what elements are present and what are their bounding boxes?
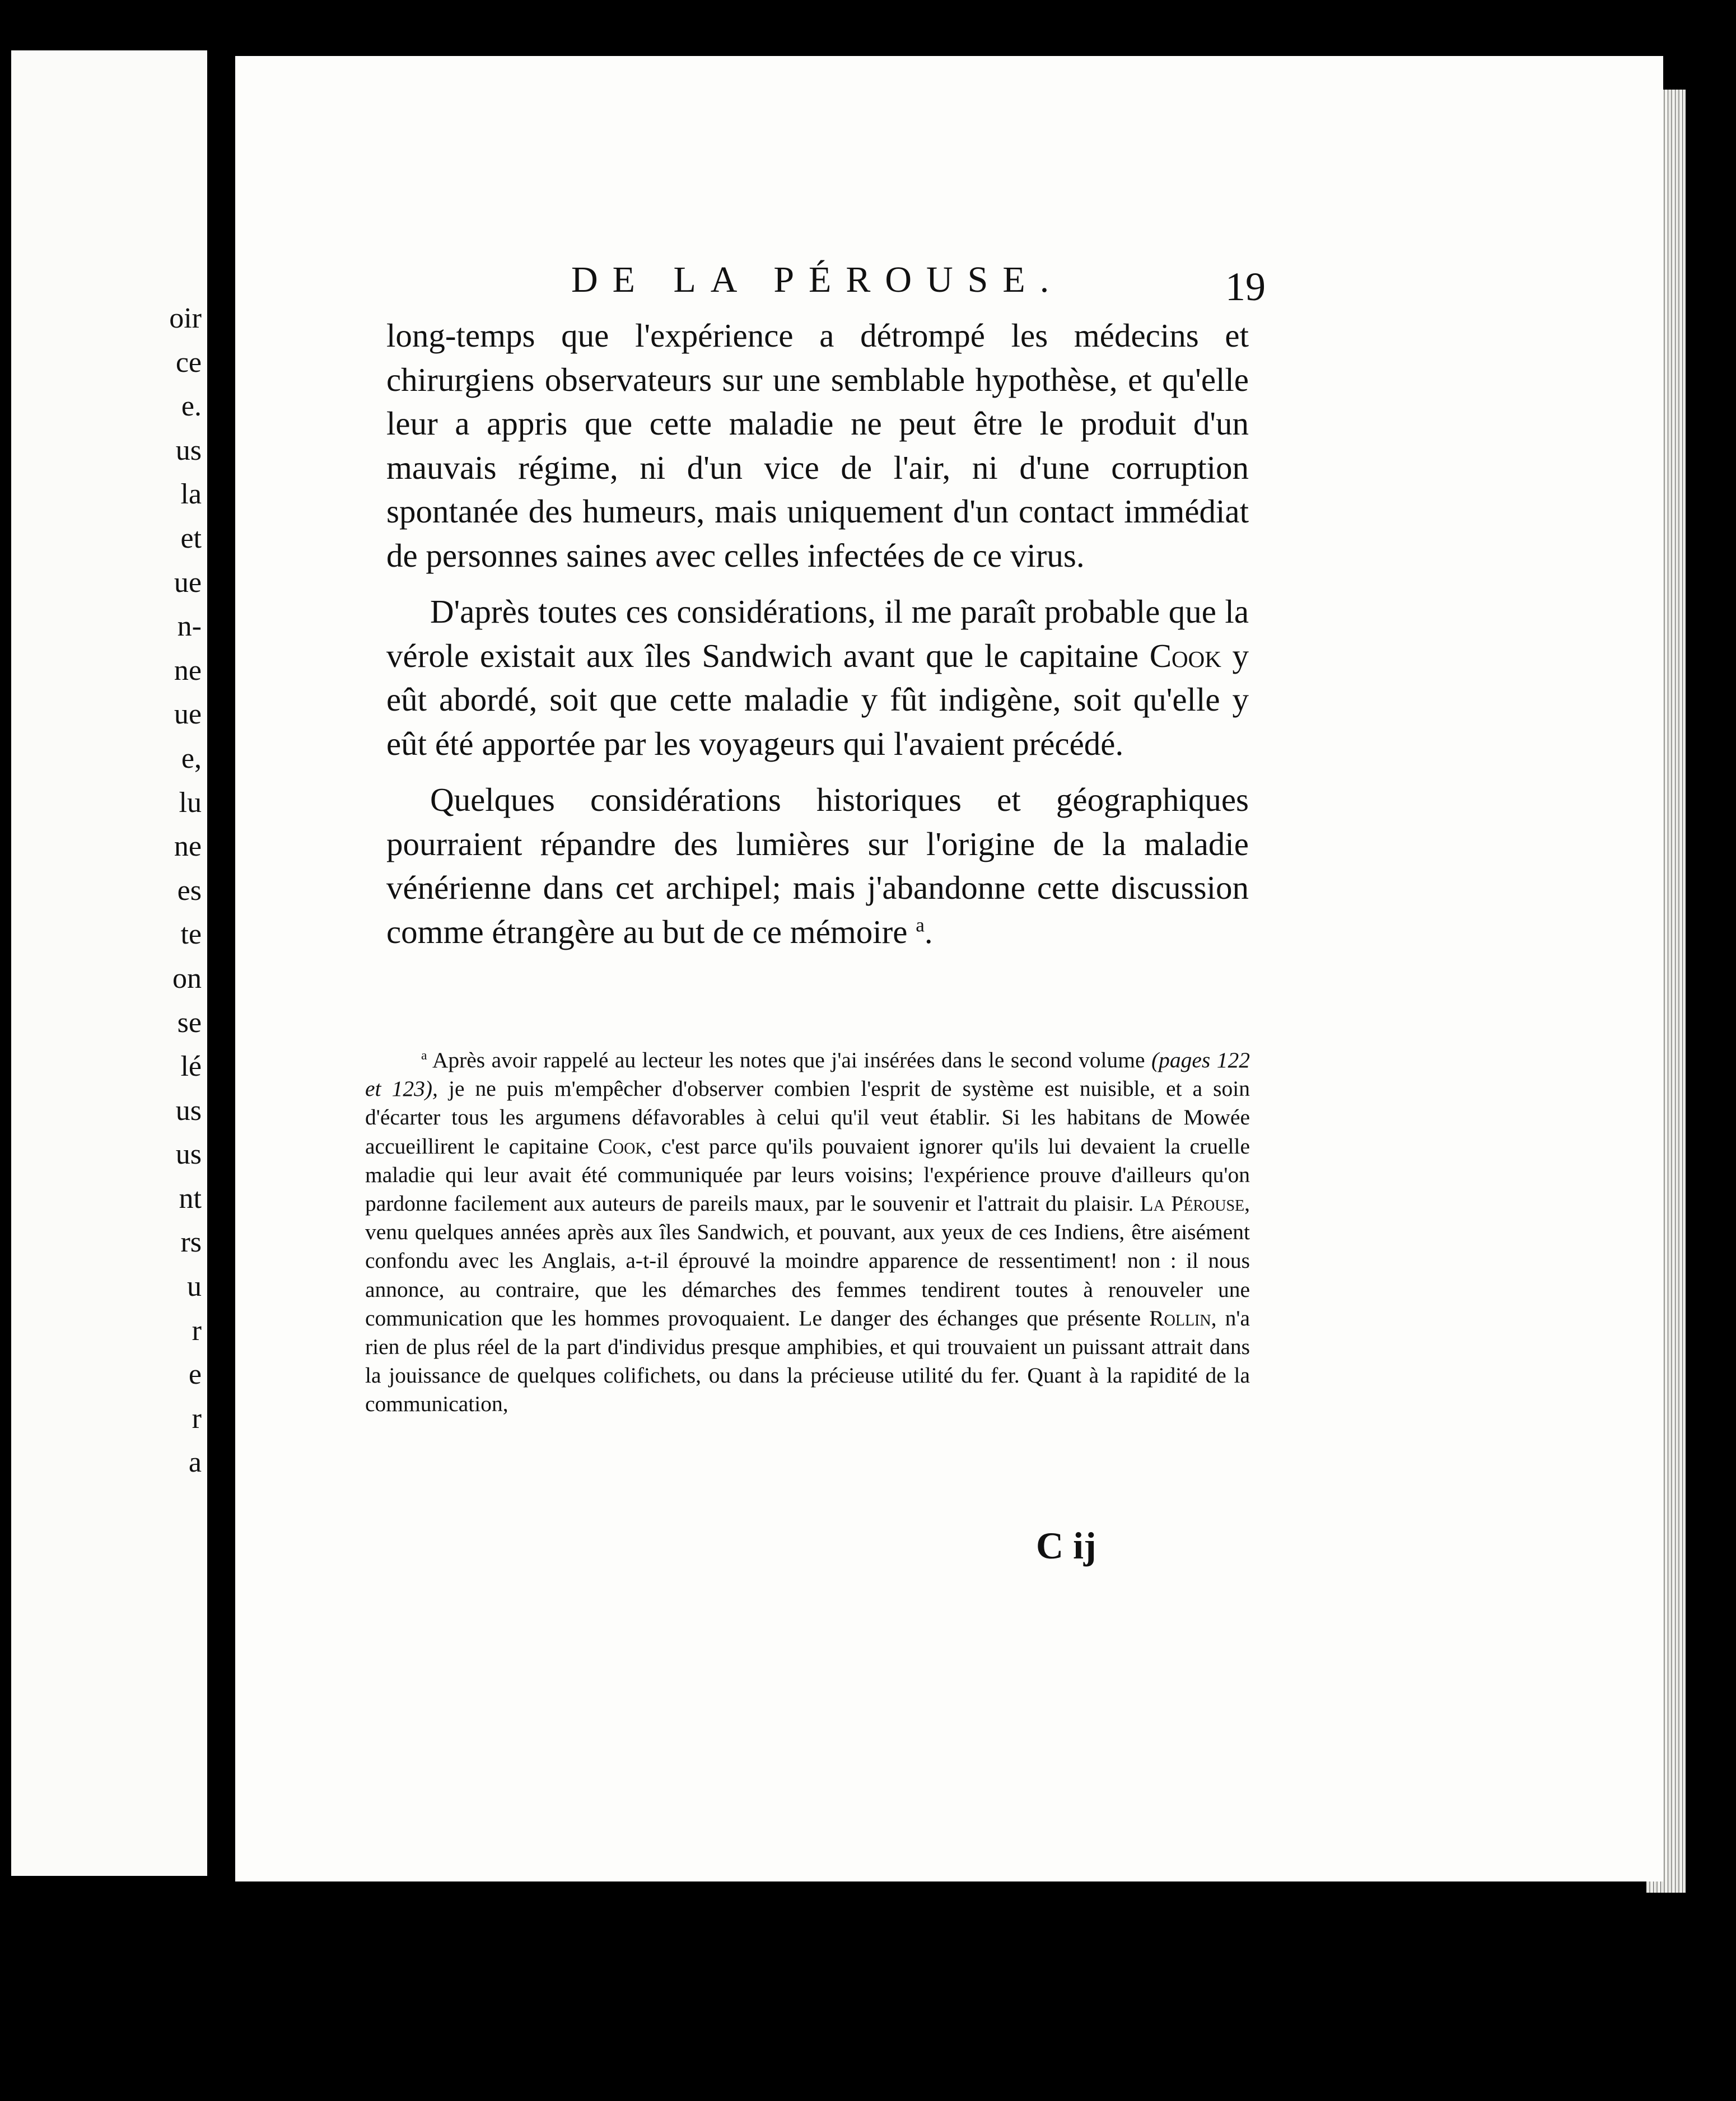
line-fragment: e, <box>181 742 202 774</box>
line-fragment: la <box>180 478 202 511</box>
name-rollin: Rollin <box>1149 1305 1211 1330</box>
line-fragment: ne <box>174 654 202 687</box>
line-fragment: a <box>188 1446 202 1479</box>
footnote-text: , n'a rien de plus réel de la part d'individus presque amphibies, et qui trouvaient un puissant attrait dans la jouissance de quelques colifichets, ou dans la précieuse utilité du fer. Quant à la rapidité de la communication, <box>365 1305 1250 1417</box>
line-fragment: se <box>177 1006 202 1039</box>
line-fragment: ue <box>174 566 202 599</box>
paragraph-end: . <box>924 913 933 950</box>
line-fragment: et <box>180 522 202 554</box>
name-cook: Cook <box>598 1133 647 1159</box>
page-number: 19 <box>1225 264 1266 309</box>
line-fragment: us <box>175 1094 202 1127</box>
paragraph <box>386 778 1249 954</box>
line-fragment: te <box>180 918 202 951</box>
paragraph <box>386 590 1249 765</box>
running-head: DE LA PÉROUSE. <box>571 259 1064 300</box>
line-fragment: e. <box>181 390 202 423</box>
name-cook: Cook <box>1149 637 1221 674</box>
facing-page <box>11 50 207 1876</box>
line-fragment: n- <box>177 610 202 643</box>
footnote <box>365 1046 1250 1419</box>
line-fragment: ce <box>175 346 202 379</box>
paragraph-text: y eût abordé, soit que cette maladie y fût indigène, soit qu'elle y eût été apportée par les voyageurs qui l'avaient précédé. <box>386 637 1249 762</box>
paragraph-text: D'après toutes ces considérations, il me paraît probable que la vérole existait aux îles Sandwich avant que le capitaine <box>386 593 1249 674</box>
line-fragment: us <box>175 434 202 466</box>
facing-page-text-fragments <box>11 297 202 1485</box>
line-fragment: on <box>172 962 202 995</box>
line-fragment: ue <box>174 698 202 731</box>
line-fragment: u <box>187 1271 202 1303</box>
signature-mark: C ij <box>1036 1524 1096 1567</box>
line-fragment: ne <box>174 830 202 863</box>
line-fragment: lé <box>180 1050 202 1083</box>
paragraph-text: long-temps que l'expérience a détrompé les médecins et chirurgiens observateurs sur une semblable hypothèse, et qu'elle leur a appris que cette maladie ne peut être le produit d'un mauvais régime, ni d'un vice de l'air, ni d'une corruption spontanée des humeurs, mais uniquement d'un contact immédiat de personnes saines avec celles infectées de ce virus. <box>386 317 1249 574</box>
line-fragment: nt <box>179 1182 202 1215</box>
line-fragment: rs <box>180 1226 202 1259</box>
line-fragment: us <box>175 1138 202 1171</box>
name-la-perouse: La Pérouse <box>1140 1191 1245 1216</box>
line-fragment: lu <box>179 786 202 819</box>
footnote-text: , venu quelques années après aux îles Sandwich, et pouvant, aux yeux de ces Indiens, être aisément confondu avec les Anglais, a-t-il éprouvé la moindre apparence de ressentiment! non : il nous annonce, au contraire, que les démarches des femmes tendirent toutes à renouveler une communication que les hommes provoquaient. Le danger des échanges que présente <box>365 1191 1250 1330</box>
footnote-marker: a <box>916 913 925 936</box>
footnote-paragraph <box>365 1046 1250 1419</box>
body-text <box>386 314 1249 954</box>
footnote-text: , c'est parce qu'ils pouvaient ignorer qu'ils lui devaient la cruelle maladie qui leur avait été communiquée par leurs voisins; l'expérience prouve d'ailleurs qu'on pardonne facilement aux auteurs de pareils maux, par le souvenir et l'attrait du plaisir. <box>365 1133 1250 1216</box>
footnote-marker: a <box>421 1048 427 1063</box>
footnote-text: je ne puis m'empêcher d'observer combien l'esprit de système est nuisible, et a soin d'écarter tous les argumens défavorables à celui qu'il veut établir. Si les habitans de Mowée accueillirent le capitaine <box>365 1076 1250 1159</box>
paragraph <box>386 314 1249 577</box>
book-gutter <box>207 45 235 1893</box>
line-fragment: es <box>177 874 202 907</box>
line-fragment: r <box>192 1314 202 1347</box>
paragraph-text: Quelques considérations historiques et géographiques pourraient répandre des lumières sur l'origine de la maladie vénérienne dans cet archipel; mais j'abandonne cette discussion comme étrangère au but de ce mémoire <box>386 781 1249 950</box>
footnote-text: Après avoir rappelé au lecteur les notes que j'ai insérées dans le second volume <box>432 1048 1145 1072</box>
line-fragment: oir <box>169 302 202 334</box>
line-fragment: e <box>188 1358 202 1391</box>
page-reference: (pages 122 et 123), <box>365 1048 1250 1101</box>
line-fragment: r <box>192 1402 202 1435</box>
